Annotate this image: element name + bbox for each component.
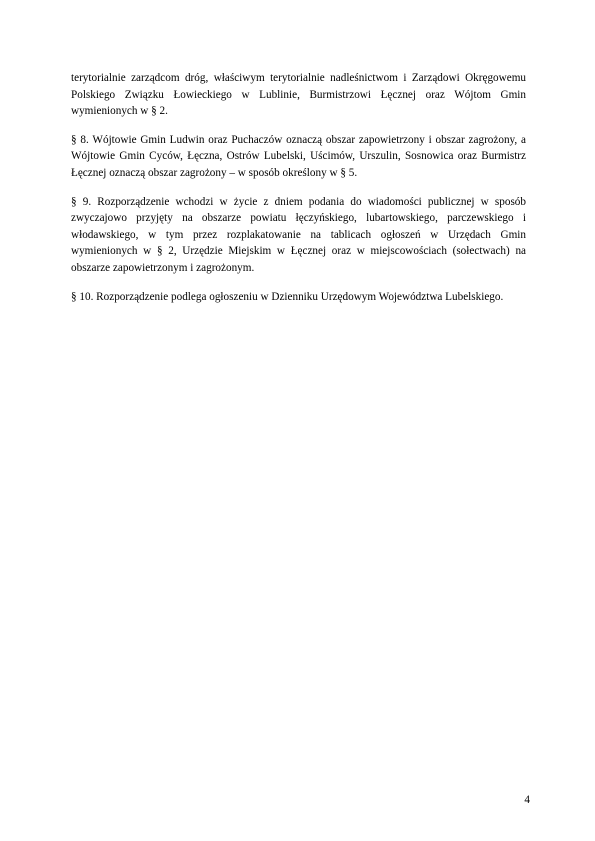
paragraph-section-9: § 9. Rozporządzenie wchodzi w życie z dniem podania do wiadomości publicznej w sposób zwyczajowo przyjęty na obszarze powiatu łęczyńskiego, lubartowskiego, parczewskiego i włodawskiego, w tym przez rozplakatowanie na tablicach ogłoszeń w Urzędach Gmin wymienionych w § 2, Urzędzie Miejskim w Łęcznej oraz w miejscowościach (sołectwach) na obszarze zapowietrzonym i zagrożonym.: [71, 195, 526, 274]
document-body: [71, 70, 526, 317]
page-number: 4: [524, 794, 530, 806]
paragraph-section-10: § 10. Rozporządzenie podlega ogłoszeniu w Dzienniku Urzędowym Województwa Lubelskiego.: [71, 290, 504, 303]
paragraph-continuation: terytorialnie zarządcom dróg, właściwym terytorialnie nadleśnictwom i Zarządowi Okręgowemu Polskiego Związku Łowieckiego w Lublinie, Burmistrzowi Łęcznej oraz Wójtom Gmin wymienionych w § 2.: [71, 72, 526, 118]
paragraph-section-8: § 8. Wójtowie Gmin Ludwin oraz Puchaczów oznaczą obszar zapowietrzony i obszar zagrożony, a Wójtowie Gmin Cyców, Łęczna, Ostrów Lubelski, Uścimów, Urszulin, Sosnowica oraz Burmistrz Łęcznej oznaczą obszar zagrożony – w sposób określony w § 5.: [71, 133, 526, 179]
